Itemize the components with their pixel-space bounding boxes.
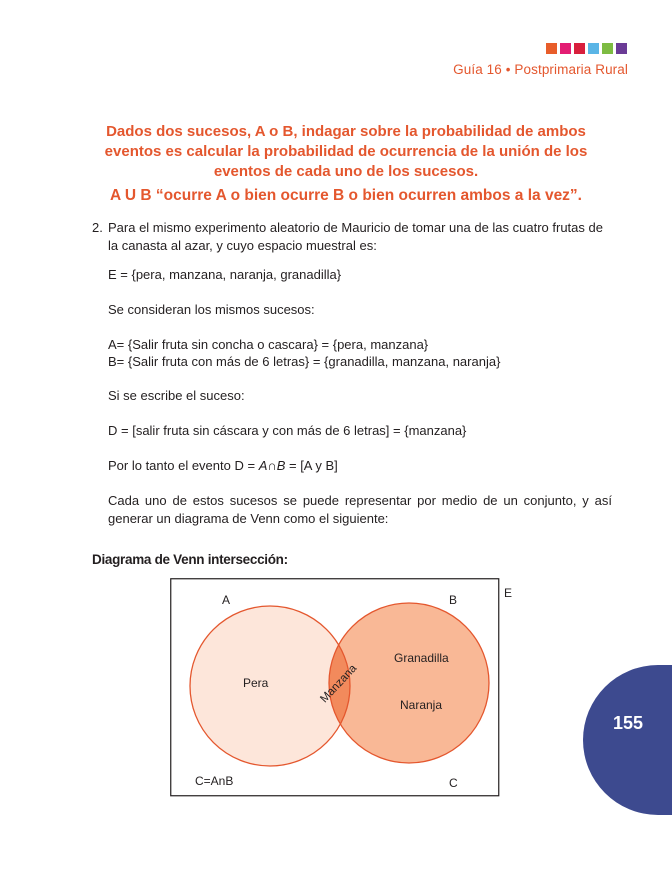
diagram-heading: Diagrama de Venn intersección:: [92, 552, 288, 567]
conclusion-set-a: A: [258, 458, 268, 473]
color-square: [588, 43, 599, 54]
guide-title: Guía 16 • Postprimaria Rural: [453, 62, 628, 77]
conclusion-set-b: B: [276, 458, 286, 473]
set-b-circle: [329, 603, 489, 763]
intro-paragraph: Dados dos sucesos, A o B, indagar sobre la probabilidad de ambos eventos es calcular la probabilidad de ocurrencia de la unión de los eventos de cada uno de los sucesos.: [104, 123, 588, 180]
color-square: [546, 43, 557, 54]
item-manzana: Manzana: [318, 662, 360, 706]
events-intro: Se consideran los mismos sucesos:: [108, 302, 315, 317]
conclusion-suffix: = [A y B]: [285, 458, 338, 473]
color-square: [560, 43, 571, 54]
color-square: [602, 43, 613, 54]
page-number: 155: [613, 713, 644, 733]
exercise-number: 2.: [92, 220, 103, 235]
color-square: [616, 43, 627, 54]
exercise-statement: Para el mismo experimento aleatorio de Mauricio de tomar una de las cuatro frutas de la canasta al azar, y cuyo espacio muestral es:: [108, 220, 603, 253]
venn-diagram: [170, 578, 500, 798]
item-pera: Pera: [243, 676, 269, 690]
page-number-tab: [583, 665, 672, 815]
sample-space: E = {pera, manzana, naranja, granadilla}: [108, 267, 342, 282]
set-c-label-left: C=AnB: [195, 774, 234, 788]
set-a-circle: [190, 606, 350, 766]
universe-label: E: [504, 586, 513, 600]
event-d-definition: D = [salir fruta sin cáscara y con más de 6 letras] = {manzana}: [108, 423, 467, 438]
set-b-label: B: [449, 593, 458, 607]
color-square: [574, 43, 585, 54]
header-color-squares: [546, 43, 627, 54]
set-a-label: A: [222, 593, 231, 607]
intro-formula: A U B “ocurre A o bien ocurre B o bien ocurren ambos a la vez”.: [110, 187, 582, 204]
conclusion-prefix: Por lo tanto el evento D =: [108, 458, 259, 473]
event-intro: Si se escribe el suceso:: [108, 388, 245, 403]
set-c-label-right: C: [449, 776, 458, 790]
intersection-symbol: ∩: [267, 458, 277, 473]
event-b-definition: B= {Salir fruta con más de 6 letras} = {granadilla, manzana, naranja}: [108, 354, 501, 369]
conclusion-line: [108, 457, 338, 475]
event-a-definition: A= {Salir fruta sin concha o cascara} = {pera, manzana}: [108, 337, 429, 352]
closing-paragraph: Cada uno de estos sucesos se puede representar por medio de un conjunto, y así generar un diagrama de Venn como el siguiente:: [108, 493, 612, 526]
item-granadilla: Granadilla: [394, 651, 449, 665]
item-naranja: Naranja: [400, 698, 443, 712]
exercise-item: [92, 219, 612, 255]
